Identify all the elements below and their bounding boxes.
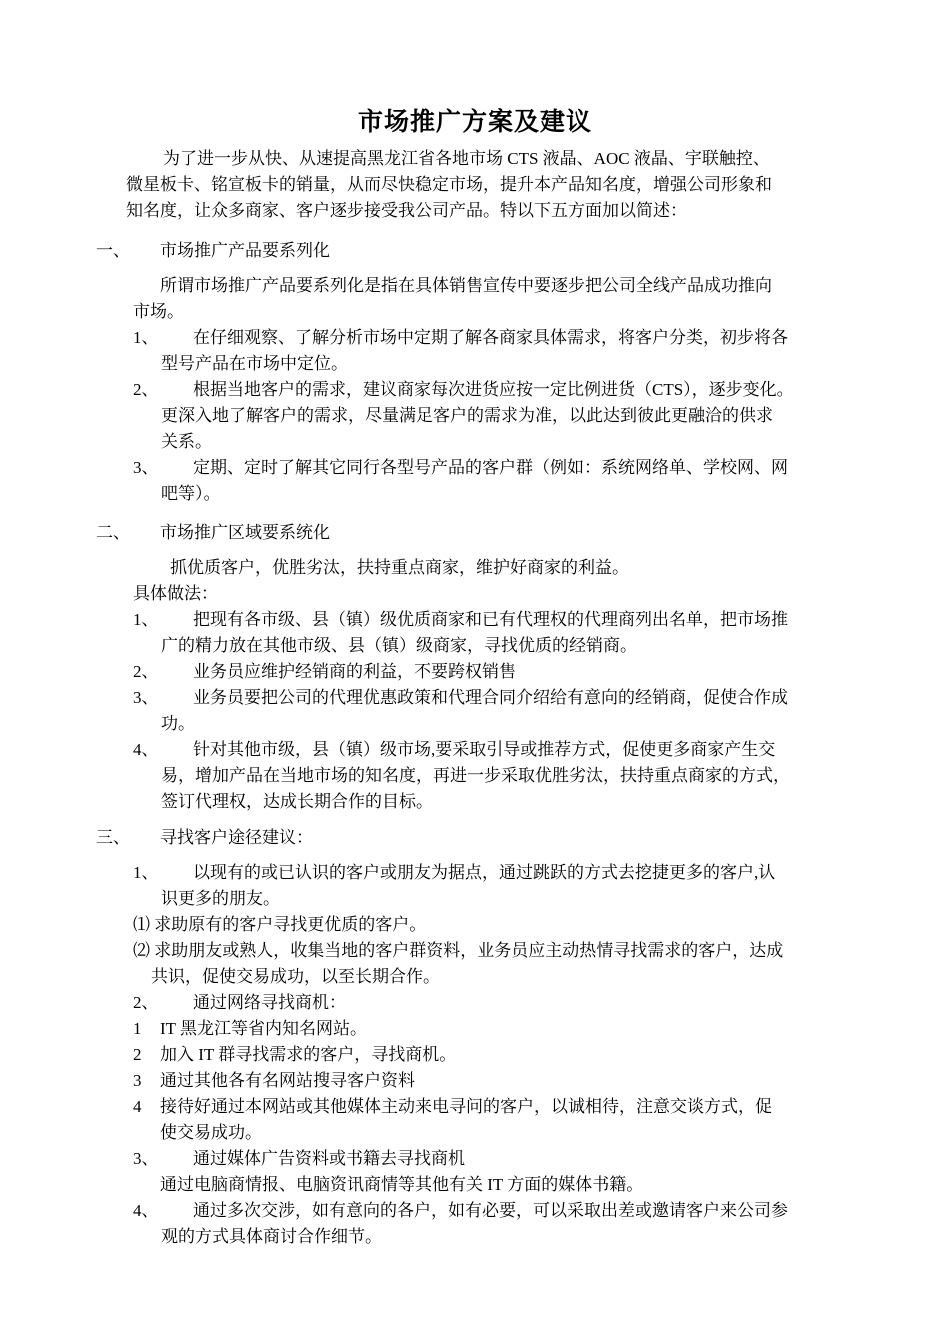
sub-point: ⑴ 求助原有的客户寻找更优质的客户。 <box>133 915 427 934</box>
list-number: 2、 <box>133 380 159 399</box>
sub-point: 共识，促使交易成功，以至长期合作。 <box>151 967 440 986</box>
net-item-line: 加入 IT 群寻找需求的客户，寻找商机。 <box>160 1045 457 1064</box>
sub-point: ⑵ 求助朋友或熟人，收集当地的客户群资料，业务员应主动热情寻找需求的客户，达成 <box>133 941 784 960</box>
list-item-line: 把现有各市级、县（镇）级优质商家和已有代理权的代理商列出名单，把市场推 <box>193 610 788 629</box>
list-number: 1、 <box>133 610 159 629</box>
list-number: 4、 <box>133 1201 159 1220</box>
list-item-line: 观的方式具体商讨合作细节。 <box>161 1227 382 1246</box>
section-2-number: 二、 <box>96 523 130 542</box>
intro-line: 为了进一步从快、从速提高黑龙江省各地市场 CTS 液晶、AOC 液晶、宇联触控、 <box>163 149 770 168</box>
section-1-heading: 市场推广产品要系列化 <box>160 241 330 260</box>
list-item-line: 在仔细观察、了解分析市场中定期了解各商家具体需求，将客户分类，初步将各 <box>193 328 788 347</box>
list-number: 4、 <box>133 740 159 759</box>
list-item-line: 业务员要把公司的代理优惠政策和代理合同介绍给有意向的经销商，促使合作成 <box>193 688 788 707</box>
list-item-line: 以现有的或已认识的客户或朋友为据点，通过跳跃的方式去挖捷更多的客户,认 <box>193 863 776 882</box>
document-title: 市场推广方案及建议 <box>357 107 592 136</box>
list-item-line: 广的精力放在其他市级、县（镇）级商家，寻找优质的经销商。 <box>161 636 637 655</box>
list-item-line: 针对其他市级，县（镇）级市场,要采取引导或推荐方式，促使更多商家产生交 <box>193 740 776 759</box>
list-number: 3、 <box>133 458 159 477</box>
list-number: 3、 <box>133 688 159 707</box>
list-number: 2、 <box>133 662 159 681</box>
list-item-line: 根据当地客户的需求，建议商家每次进货应按一定比例进货（CTS），逐步变化。 <box>193 380 794 399</box>
net-number: 2 <box>133 1045 142 1064</box>
list-item-line: 识更多的朋友。 <box>161 889 280 908</box>
intro-line: 微星板卡、铭宣板卡的销量，从而尽快稳定市场，提升本产品知名度，增强公司形象和 <box>126 175 772 194</box>
list-item-line: 签订代理权，达成长期合作的目标。 <box>161 792 433 811</box>
list-item-line: 功。 <box>161 714 195 733</box>
list-item-line: 通过媒体广告资料或书籍去寻找商机 <box>193 1149 465 1168</box>
list-item-line: 易，增加产品在当地市场的知名度，再进一步采取优胜劣汰，扶持重点商家的方式， <box>161 766 790 785</box>
net-item-line: 接待好通过本网站或其他媒体主动来电寻问的客户，以诚相待，注意交谈方式，促 <box>160 1097 772 1116</box>
net-item-line: 通过其他各有名网站搜寻客户资料 <box>160 1071 415 1090</box>
net-number: 3 <box>133 1071 142 1090</box>
list-number: 3、 <box>133 1149 159 1168</box>
net-number: 1 <box>133 1019 142 1038</box>
intro-line: 知名度，让众多商家、客户逐步接受我公司产品。特以下五方面加以简述： <box>126 201 687 220</box>
list-item-line: 业务员应维护经销商的利益，不要跨权销售 <box>193 662 516 681</box>
section-1-para: 所谓市场推广产品要系列化是指在具体销售宣传中要逐步把公司全线产品成功推向 <box>160 276 772 295</box>
list-item-line: 定期、定时了解其它同行各型号产品的客户群（例如：系统网络单、学校网、网 <box>193 458 788 477</box>
list-item-line: 吧等）。 <box>161 484 221 503</box>
section-2-heading: 市场推广区域要系统化 <box>160 523 330 542</box>
section-2-para: 抓优质客户，优胜劣汰，扶持重点商家，维护好商家的利益。 <box>170 558 629 577</box>
list-item-line: 通过多次交涉，如有意向的各户，如有必要，可以采取出差或邀请客户来公司参 <box>193 1201 788 1220</box>
section-2-sub: 具体做法： <box>133 584 218 603</box>
net-item-line: 使交易成功。 <box>160 1123 262 1142</box>
list-item-line: 型号产品在市场中定位。 <box>161 354 348 373</box>
list-item-line: 更深入地了解客户的需求，尽量满足客户的需求为准，以此达到彼此更融洽的供求 <box>161 406 773 425</box>
list-number: 1、 <box>133 328 159 347</box>
list-number: 2、 <box>133 993 159 1012</box>
list-item-line: 通过电脑商情报、电脑资讯商情等其他有关 IT 方面的媒体书籍。 <box>160 1175 644 1194</box>
section-3-heading: 寻找客户途径建议： <box>160 828 313 847</box>
net-item-line: IT 黑龙江等省内知名网站。 <box>160 1019 367 1038</box>
net-number: 4 <box>133 1097 142 1116</box>
section-1-para: 市场。 <box>133 302 184 321</box>
list-item-line: 通过网络寻找商机： <box>193 993 346 1012</box>
list-number: 1、 <box>133 863 159 882</box>
section-1-number: 一、 <box>96 241 130 260</box>
list-item-line: 关系。 <box>161 432 212 451</box>
section-3-number: 三、 <box>96 828 130 847</box>
